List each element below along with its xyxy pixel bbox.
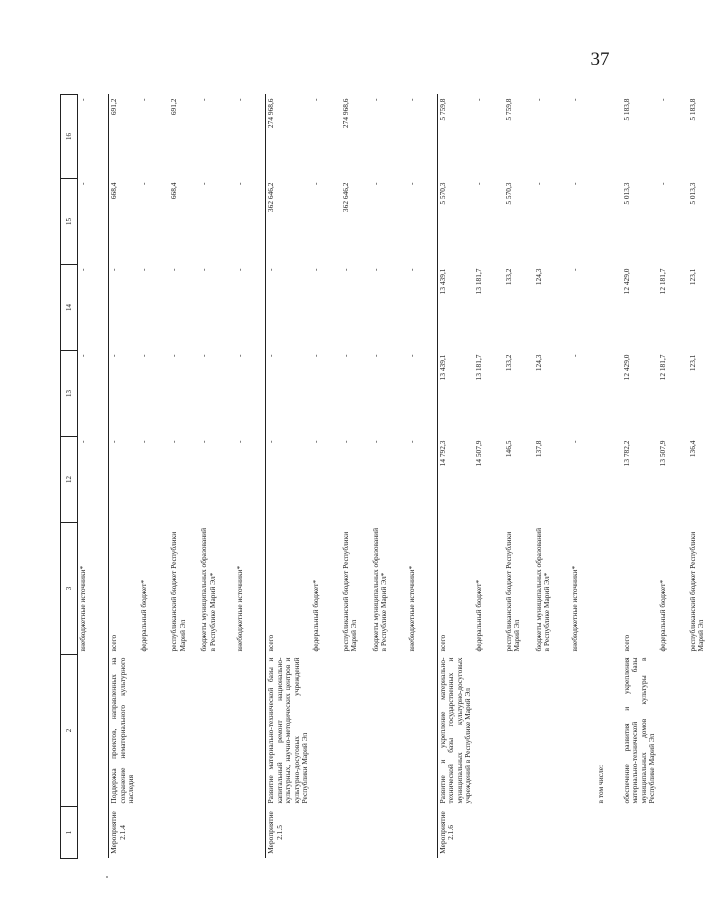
description-cell (474, 655, 504, 807)
source-cell: федеральный бюджет* (657, 579, 667, 652)
value-cell: - (406, 268, 416, 271)
value-cell: - (657, 182, 667, 185)
source-cell: внебюджетные источники* (78, 565, 87, 652)
table-row (199, 95, 235, 859)
measure-cell (78, 807, 109, 859)
description-cell (311, 655, 341, 807)
description-cell (341, 655, 371, 807)
value-cell: - (169, 440, 178, 443)
value-cell: - (266, 437, 311, 523)
value-cell: 362 646,2 (340, 182, 350, 213)
value-cell: 13 439,1 (437, 351, 474, 437)
source-cell: внебюджетные источники* (235, 565, 244, 652)
table-row (437, 95, 474, 859)
value-cell: - (657, 98, 667, 101)
description-cell (371, 655, 407, 807)
value-cell: 5 570,3 (437, 179, 474, 265)
value-cell: - (569, 440, 579, 443)
value-cell: - (139, 268, 148, 271)
value-cell: - (370, 182, 380, 185)
value-cell: - (473, 182, 483, 185)
description-cell (504, 655, 534, 807)
value-cell: 13 181,7 (473, 354, 483, 381)
measure-cell (688, 807, 718, 859)
measure-cell (139, 807, 169, 859)
measure-cell (534, 807, 570, 859)
value-cell: - (406, 98, 416, 101)
source-cell: республиканский бюджет Республики Марий Эл (169, 531, 187, 652)
measure-cell: Мероприятие 2.1.6 (437, 807, 474, 859)
value-cell: - (340, 440, 350, 443)
value-cell: 137,8 (533, 440, 543, 458)
value-cell: - (199, 268, 208, 271)
measure-cell (570, 807, 596, 859)
value-cell: 123,1 (687, 268, 697, 286)
description-cell (235, 655, 266, 807)
table-row (169, 95, 199, 859)
value-cell: - (406, 354, 416, 357)
source-cell: внебюджетные источники* (406, 565, 416, 652)
value-cell: - (199, 354, 208, 357)
value-cell: 5 013,3 (687, 182, 697, 205)
value-cell: - (199, 182, 208, 185)
value-cell: 13 439,1 (437, 265, 474, 351)
value-cell: - (235, 354, 244, 357)
value-cell: - (310, 354, 320, 357)
value-cell: - (340, 354, 350, 357)
value-cell: - (406, 182, 416, 185)
value-cell: 5 759,8 (503, 98, 513, 121)
value-cell: 13 181,7 (473, 268, 483, 295)
value-cell: - (533, 182, 543, 185)
value-cell: - (109, 265, 140, 351)
value-cell: - (78, 440, 87, 443)
column-header: 1 (61, 807, 78, 859)
value-cell: - (199, 98, 208, 101)
value-cell: - (139, 354, 148, 357)
value-cell: 124,3 (533, 354, 543, 372)
source-cell: республиканский бюджет Республики Марий Эл (340, 531, 359, 652)
value-cell: - (370, 440, 380, 443)
measure-cell (504, 807, 534, 859)
measure-cell (371, 807, 407, 859)
value-cell: 691,2 (109, 95, 140, 179)
table-row (235, 95, 266, 859)
table-row (341, 95, 371, 859)
budget-table (60, 94, 718, 859)
table-row (109, 95, 140, 859)
value-cell: 668,4 (109, 179, 140, 265)
description-cell: в том числе: (595, 764, 605, 804)
value-cell: - (473, 98, 483, 101)
value-cell: - (533, 98, 543, 101)
table-row (596, 95, 622, 859)
description-cell (688, 655, 718, 807)
value-cell: 133,2 (503, 354, 513, 372)
value-cell (596, 265, 622, 351)
value-cell: - (569, 98, 579, 101)
source-cell: бюджеты муниципальных образований в Республике Марий Эл* (533, 527, 552, 652)
value-cell: - (266, 265, 311, 351)
value-cell: - (310, 98, 320, 101)
value-cell: 14 507,9 (473, 440, 483, 467)
value-cell: 5 183,8 (687, 98, 697, 121)
description-cell (658, 655, 688, 807)
value-cell: 5 013,3 (621, 182, 631, 205)
description-cell (169, 655, 199, 807)
value-cell (596, 95, 622, 179)
measure-cell (474, 807, 504, 859)
source-cell: всего (437, 523, 474, 655)
value-cell: - (340, 268, 350, 271)
source-cell (596, 523, 622, 655)
source-cell: внебюджетные источники* (569, 565, 579, 652)
value-cell: 12 181,7 (657, 354, 667, 381)
value-cell: 691,2 (169, 98, 178, 116)
source-cell: бюджеты муниципальных образований в Республике Марий Эл* (199, 527, 217, 652)
value-cell (596, 179, 622, 265)
description-cell (407, 655, 438, 807)
value-cell: - (569, 182, 579, 185)
column-header: 16 (61, 95, 78, 179)
value-cell: - (109, 437, 140, 523)
description-cell: Развитие и укрепление материально-технической базы государственных и муниципальных культурно-досуговых учреждений в Республике Марий Эл (437, 655, 474, 807)
source-cell: республиканский бюджет Республики Марий Эл (687, 531, 706, 652)
value-cell (596, 351, 622, 437)
measure-cell (596, 807, 622, 859)
rotated-table-area (60, 95, 706, 859)
value-cell: - (235, 268, 244, 271)
value-cell: - (406, 440, 416, 443)
value-cell: - (78, 354, 87, 357)
value-cell: - (310, 182, 320, 185)
value-cell: - (266, 351, 311, 437)
table-row (139, 95, 169, 859)
value-cell: - (370, 354, 380, 357)
table-row (688, 95, 718, 859)
description-cell: Развитие материально-технической базы и капитальный ремонт национально-культурных, научно-методических центров и культурно-досуговых учреждений Республики Марий Эл (266, 655, 311, 807)
value-cell: 12 429,0 (621, 268, 631, 295)
measure-cell: Мероприятие 2.1.4 (109, 807, 140, 859)
description-cell: обеспечение развития и укрепления материально-технической базы муниципальных домов культуры в Республике Марий Эл (621, 657, 657, 804)
source-cell: всего (266, 523, 311, 655)
table-row (570, 95, 596, 859)
value-cell: - (199, 440, 208, 443)
measure-cell: Мероприятие 2.1.5 (266, 807, 311, 859)
value-cell: 124,3 (533, 268, 543, 286)
value-cell: 5 570,3 (503, 182, 513, 205)
source-cell: федеральный бюджет* (139, 579, 148, 652)
value-cell: - (78, 182, 87, 185)
value-cell: 5 759,8 (437, 95, 474, 179)
value-cell: 12 181,7 (657, 268, 667, 295)
value-cell: - (569, 268, 579, 271)
column-header: 15 (61, 179, 78, 265)
source-cell: всего (109, 523, 140, 655)
value-cell: - (169, 354, 178, 357)
value-cell: 362 646,2 (266, 179, 311, 265)
value-cell: - (310, 440, 320, 443)
source-cell: федеральный бюджет* (473, 579, 483, 652)
value-cell: - (569, 354, 579, 357)
table-row (622, 95, 658, 859)
value-cell: - (169, 268, 178, 271)
table-row (371, 95, 407, 859)
column-header: 2 (61, 655, 78, 807)
source-cell: всего (621, 634, 631, 652)
source-cell: бюджеты муниципальных образований в Республике Марий Эл* (370, 527, 389, 652)
measure-cell (341, 807, 371, 859)
table-row (78, 95, 109, 859)
measure-cell (407, 807, 438, 859)
measure-cell (235, 807, 266, 859)
header-row (61, 95, 78, 859)
description-cell (139, 655, 169, 807)
page-number: 37 (590, 49, 610, 70)
table-row (474, 95, 504, 859)
value-cell: - (78, 268, 87, 271)
column-header: 12 (61, 437, 78, 523)
scan-speck (106, 876, 108, 878)
value-cell: - (370, 268, 380, 271)
value-cell: 133,2 (503, 268, 513, 286)
value-cell: - (235, 440, 244, 443)
description-cell: Поддержка проектов, направленных на сохранение нематериального культурного наследия (109, 655, 140, 807)
value-cell: - (235, 182, 244, 185)
table-row (266, 95, 311, 859)
table-row (407, 95, 438, 859)
description-cell (78, 655, 109, 807)
value-cell: - (235, 98, 244, 101)
value-cell: - (78, 98, 87, 101)
table-row (311, 95, 341, 859)
description-cell (534, 655, 570, 807)
table-row (534, 95, 570, 859)
value-cell: 5 183,8 (621, 98, 631, 121)
table-row (504, 95, 534, 859)
value-cell: 123,1 (687, 354, 697, 372)
column-header: 3 (61, 523, 78, 655)
measure-cell (658, 807, 688, 859)
measure-cell (199, 807, 235, 859)
value-cell: - (139, 440, 148, 443)
value-cell: 136,4 (687, 440, 697, 458)
measure-cell (622, 807, 658, 859)
column-header: 13 (61, 351, 78, 437)
measure-cell (311, 807, 341, 859)
value-cell: 146,5 (503, 440, 513, 458)
value-cell: - (139, 182, 148, 185)
value-cell: - (139, 98, 148, 101)
value-cell: 274 968,6 (266, 95, 311, 179)
table-body (78, 95, 718, 859)
value-cell: 13 782,2 (621, 440, 631, 467)
source-cell: республиканский бюджет Республики Марий Эл (503, 531, 522, 652)
value-cell: - (109, 351, 140, 437)
measure-cell (169, 807, 199, 859)
value-cell: 274 968,6 (340, 98, 350, 129)
description-cell (570, 655, 596, 807)
value-cell: - (370, 98, 380, 101)
table-row (658, 95, 688, 859)
description-cell (199, 655, 235, 807)
value-cell: 13 507,9 (657, 440, 667, 467)
value-cell: 668,4 (169, 182, 178, 200)
source-cell: федеральный бюджет* (310, 579, 320, 652)
value-cell: 12 429,0 (621, 354, 631, 381)
column-header: 14 (61, 265, 78, 351)
value-cell (596, 437, 622, 523)
value-cell: - (310, 268, 320, 271)
value-cell: 14 792,3 (437, 437, 474, 523)
